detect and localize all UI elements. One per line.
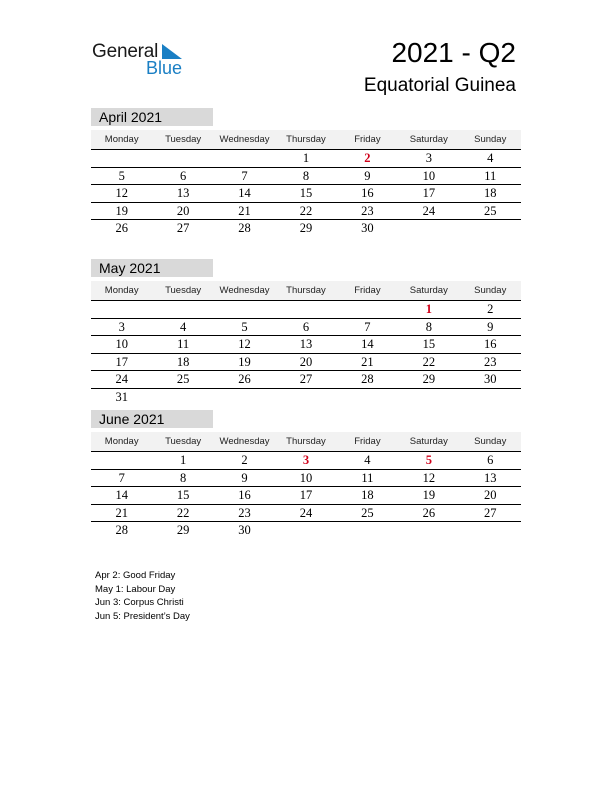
day-cell: 28 bbox=[238, 221, 251, 235]
month-title: April 2021 bbox=[91, 108, 213, 126]
empty-day-cell bbox=[91, 452, 152, 469]
empty-day-cell bbox=[337, 389, 398, 406]
day-cell: 12 bbox=[115, 186, 128, 200]
day-cell: 6 bbox=[302, 319, 310, 334]
week-row bbox=[91, 371, 521, 389]
day-cell: 8 bbox=[180, 470, 187, 485]
week-row bbox=[91, 150, 521, 168]
week-row bbox=[91, 203, 521, 221]
weekday-label: Wednesday bbox=[219, 285, 270, 296]
empty-day-cell bbox=[214, 389, 275, 406]
day-cell: 3 bbox=[118, 319, 125, 334]
day-cell: 27 bbox=[176, 221, 190, 235]
weekday-label: Sunday bbox=[474, 285, 507, 296]
empty-day-cell bbox=[398, 522, 459, 539]
empty-day-cell bbox=[152, 389, 213, 406]
empty-day-cell bbox=[275, 389, 336, 406]
day-cell: 8 bbox=[302, 168, 310, 183]
page-title: 2021 - Q2 bbox=[391, 37, 516, 68]
weekday-label: Saturday bbox=[409, 436, 448, 447]
weekday-label: Monday bbox=[104, 436, 139, 447]
day-cell: 17 bbox=[115, 354, 128, 369]
day-cell: 19 bbox=[115, 203, 128, 218]
day-cell: 20 bbox=[483, 488, 497, 502]
day-cell: 16 bbox=[483, 337, 497, 351]
weekday-label: Tuesday bbox=[165, 436, 202, 447]
day-cell: 2 bbox=[241, 453, 248, 467]
day-cell: 18 bbox=[361, 488, 374, 502]
day-cell: 21 bbox=[361, 354, 374, 369]
day-cell: 20 bbox=[176, 203, 190, 218]
holiday-list bbox=[95, 569, 190, 623]
day-cell: 17 bbox=[299, 488, 313, 502]
day-cell: 25 bbox=[483, 203, 497, 218]
day-cell: 11 bbox=[361, 470, 374, 485]
empty-day-cell bbox=[152, 301, 213, 318]
empty-day-cell bbox=[460, 522, 521, 539]
country-name: Equatorial Guinea bbox=[363, 75, 516, 96]
day-cell: 10 bbox=[115, 337, 128, 351]
day-cell: 6 bbox=[487, 453, 494, 467]
day-cell: 23 bbox=[483, 354, 497, 369]
weekday-label: Sunday bbox=[474, 436, 507, 447]
empty-day-cell bbox=[337, 301, 398, 318]
day-cell: 9 bbox=[487, 319, 494, 334]
day-cell: 28 bbox=[115, 523, 128, 537]
empty-day-cell bbox=[214, 150, 275, 167]
day-cell: 25 bbox=[361, 505, 374, 520]
day-cell: 11 bbox=[484, 168, 497, 183]
weekday-label: Wednesday bbox=[219, 134, 270, 145]
day-cell: 25 bbox=[176, 372, 190, 386]
day-cell: 20 bbox=[299, 354, 313, 369]
day-cell: 30 bbox=[483, 372, 497, 386]
day-cell: 9 bbox=[241, 470, 248, 485]
empty-day-cell bbox=[91, 301, 152, 318]
weekday-header bbox=[91, 281, 521, 301]
day-cell: 30 bbox=[361, 221, 374, 235]
day-cell: 24 bbox=[422, 203, 436, 218]
generalblue-logo bbox=[92, 40, 202, 80]
day-cell: 16 bbox=[238, 488, 251, 502]
day-cell: 15 bbox=[176, 488, 190, 502]
day-cell: 23 bbox=[238, 505, 251, 520]
weekday-label: Thursday bbox=[286, 436, 326, 447]
weekday-label: Monday bbox=[104, 134, 139, 145]
month-title: May 2021 bbox=[91, 259, 213, 277]
day-cell: 18 bbox=[483, 186, 497, 200]
day-cell: 13 bbox=[176, 186, 190, 200]
day-cell: 16 bbox=[361, 186, 374, 200]
day-cell: 5 bbox=[425, 453, 432, 467]
day-cell: 21 bbox=[115, 505, 128, 520]
week-row bbox=[91, 185, 521, 203]
day-cell: 4 bbox=[487, 151, 494, 165]
day-cell: 23 bbox=[361, 203, 374, 218]
day-cell: 26 bbox=[238, 372, 251, 386]
week-row bbox=[91, 505, 521, 523]
empty-day-cell bbox=[152, 150, 213, 167]
holiday-entry: Jun 3: Corpus Christi bbox=[95, 597, 184, 608]
week-row bbox=[91, 354, 521, 372]
empty-day-cell bbox=[460, 220, 521, 237]
month-title: June 2021 bbox=[91, 410, 213, 428]
weekday-label: Saturday bbox=[409, 134, 448, 145]
day-cell: 1 bbox=[302, 151, 310, 165]
day-cell: 8 bbox=[425, 319, 432, 334]
empty-day-cell bbox=[337, 522, 398, 539]
day-cell: 5 bbox=[241, 319, 248, 334]
empty-day-cell bbox=[398, 389, 459, 406]
day-cell: 11 bbox=[177, 337, 190, 351]
day-cell: 1 bbox=[180, 453, 187, 467]
weekday-label: Monday bbox=[104, 285, 139, 296]
week-row bbox=[91, 487, 521, 505]
weekday-label: Friday bbox=[354, 134, 381, 145]
week-row bbox=[91, 470, 521, 488]
empty-day-cell bbox=[275, 522, 336, 539]
weeks-container bbox=[91, 301, 521, 405]
weekday-label: Wednesday bbox=[219, 436, 270, 447]
day-cell: 29 bbox=[422, 372, 436, 386]
day-cell: 9 bbox=[364, 168, 371, 183]
empty-day-cell bbox=[460, 389, 521, 406]
day-cell: 12 bbox=[238, 337, 251, 351]
week-row bbox=[91, 522, 521, 539]
day-cell: 7 bbox=[364, 319, 371, 334]
day-cell: 27 bbox=[483, 505, 497, 520]
day-cell: 13 bbox=[483, 470, 497, 485]
day-cell: 10 bbox=[299, 470, 313, 485]
month-calendar-june bbox=[91, 410, 521, 539]
day-cell: 28 bbox=[361, 372, 374, 386]
day-cell: 7 bbox=[118, 470, 125, 485]
day-cell: 19 bbox=[422, 488, 436, 502]
day-cell: 26 bbox=[115, 221, 128, 235]
day-cell: 3 bbox=[302, 453, 310, 467]
weekday-label: Friday bbox=[354, 436, 381, 447]
day-cell: 17 bbox=[422, 186, 436, 200]
weekday-label: Thursday bbox=[286, 134, 326, 145]
day-cell: 12 bbox=[422, 470, 436, 485]
day-cell: 19 bbox=[238, 354, 251, 369]
week-row bbox=[91, 452, 521, 470]
day-cell: 4 bbox=[180, 319, 187, 334]
empty-day-cell bbox=[214, 301, 275, 318]
day-cell: 6 bbox=[180, 168, 187, 183]
week-row bbox=[91, 301, 521, 319]
empty-day-cell bbox=[275, 301, 336, 318]
weekday-label: Thursday bbox=[286, 285, 326, 296]
day-cell: 14 bbox=[115, 488, 128, 502]
week-row bbox=[91, 168, 521, 186]
weekday-label: Saturday bbox=[409, 285, 448, 296]
day-cell: 18 bbox=[176, 354, 190, 369]
weeks-container bbox=[91, 452, 521, 539]
week-row bbox=[91, 336, 521, 354]
logo-text-general: General bbox=[92, 41, 159, 62]
day-cell: 4 bbox=[364, 453, 371, 467]
empty-day-cell bbox=[398, 220, 459, 237]
week-row bbox=[91, 220, 521, 237]
weekday-label: Sunday bbox=[474, 134, 507, 145]
day-cell: 29 bbox=[299, 221, 313, 235]
weeks-container bbox=[91, 150, 521, 237]
weekday-header bbox=[91, 130, 521, 150]
weekday-label: Friday bbox=[354, 285, 381, 296]
day-cell: 5 bbox=[118, 168, 125, 183]
day-cell: 2 bbox=[487, 302, 494, 316]
weekday-label: Tuesday bbox=[165, 134, 202, 145]
day-cell: 2 bbox=[364, 151, 371, 165]
week-row bbox=[91, 389, 521, 406]
day-cell: 22 bbox=[422, 354, 436, 369]
day-cell: 14 bbox=[361, 337, 374, 351]
weekday-header bbox=[91, 432, 521, 452]
weekday-label: Tuesday bbox=[165, 285, 202, 296]
day-cell: 7 bbox=[241, 168, 248, 183]
day-cell: 22 bbox=[176, 505, 190, 520]
week-row bbox=[91, 319, 521, 337]
day-cell: 15 bbox=[422, 337, 436, 351]
day-cell: 27 bbox=[299, 372, 313, 386]
holiday-entry: Apr 2: Good Friday bbox=[95, 570, 176, 581]
day-cell: 31 bbox=[115, 389, 128, 404]
day-cell: 1 bbox=[425, 302, 432, 316]
empty-day-cell bbox=[91, 150, 152, 167]
day-cell: 22 bbox=[299, 203, 313, 218]
holiday-entry: Jun 5: President’s Day bbox=[95, 610, 190, 622]
holiday-entry: May 1: Labour Day bbox=[95, 583, 176, 595]
day-cell: 24 bbox=[299, 505, 313, 520]
day-cell: 10 bbox=[422, 168, 436, 183]
day-cell: 15 bbox=[299, 186, 313, 200]
day-cell: 14 bbox=[238, 186, 251, 200]
month-calendar-april bbox=[91, 108, 521, 237]
logo-text-blue: Blue bbox=[146, 58, 183, 78]
day-cell: 13 bbox=[299, 337, 313, 351]
day-cell: 24 bbox=[115, 372, 128, 386]
day-cell: 26 bbox=[422, 505, 436, 520]
day-cell: 30 bbox=[238, 523, 251, 537]
day-cell: 3 bbox=[425, 151, 432, 165]
month-calendar-may bbox=[91, 259, 521, 405]
day-cell: 29 bbox=[176, 523, 190, 537]
day-cell: 21 bbox=[238, 203, 251, 218]
